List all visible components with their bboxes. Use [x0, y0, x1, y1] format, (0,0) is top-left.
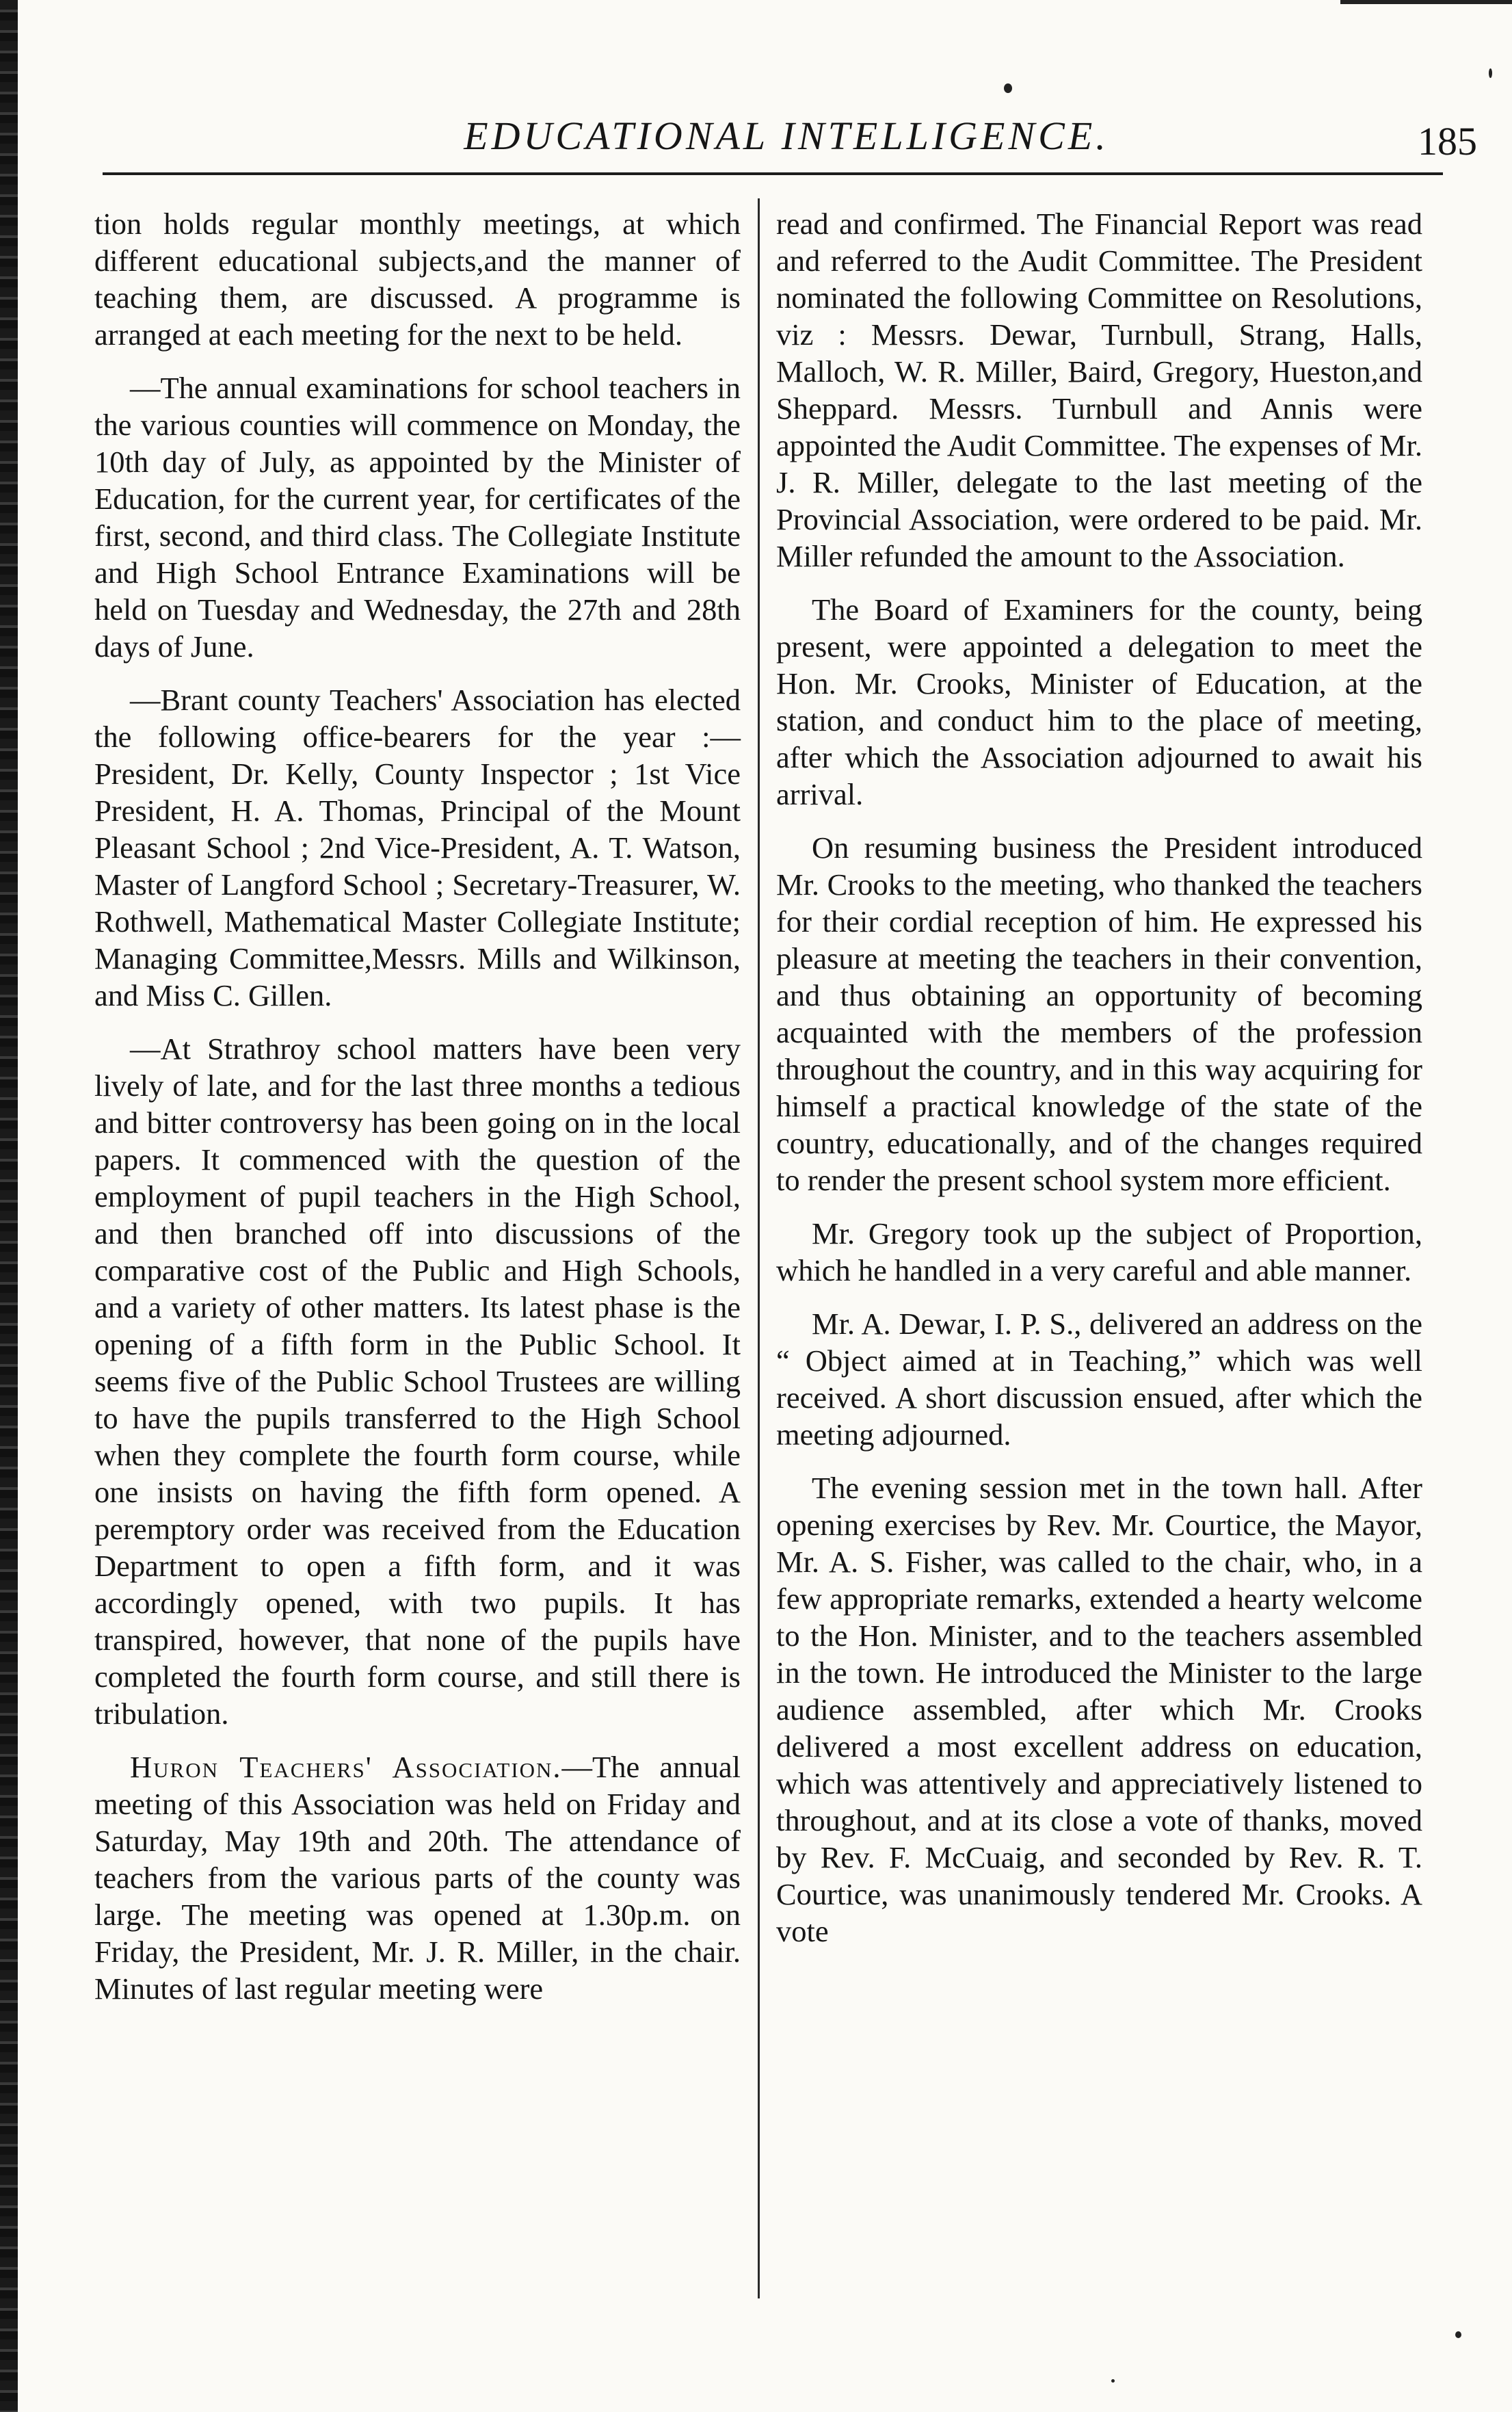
ink-speck: [1111, 2379, 1115, 2383]
left-paragraph-5: [94, 1748, 741, 2007]
right-paragraph-6: The evening session met in the town hall. After opening exercises by Rev. Mr. Courtice, the Mayor, Mr. A. S. Fisher, was called to the chair, who, in a few appropriate remarks, extended a hearty welcome to the Hon. Minister, and to the teachers assembled in the town. He introduced the Minister to the large audience assembled, after which Mr. Crooks delivered a most excellent address on education, which was attentively and appreciatively listened to throughout, and at its close a vote of thanks, moved by Rev. F. McCuaig, and seconded by Rev. R. T. Courtice, was unanimously tendered Mr. Crooks. A vote: [776, 1471, 1422, 1948]
right-paragraph-1: read and confirmed. The Financial Report was read and referred to the Audit Committee. The President nominated the following Committee on Resolutions, viz : Messrs. Dewar, Turnbull, Strang, Halls, Malloch, W. R. Miller, Baird, Gregory, Hueston,and Sheppard. Messrs. Turnbull and Annis were appointed the Audit Committee. The expenses of Mr. J. R. Miller, delegate to the last meeting of the Provincial Association, were ordered to be paid. Mr. Miller refunded the amount to the Association.: [776, 207, 1422, 573]
top-edge-rule: [1340, 0, 1512, 4]
ink-speck: [1489, 68, 1492, 78]
header-rule: [103, 172, 1443, 175]
left-paragraph-3: —Brant county Teachers' Association has elected the following office-bearers for the year :—President, Dr. Kelly, County Inspector ; 1st Vice President, H. A. Thomas, Principal of the Mount Pleasant School ; 2nd Vice-President, A. T. Watson, Master of Langford School ; Secretary-Treasurer, W. Rothwell, Mathematical Master Collegiate Institute; Managing Committee,Messrs. Mills and Wilkinson, and Miss C. Gillen.: [94, 683, 741, 1012]
ink-speck: [1455, 2331, 1461, 2338]
ink-speck: [1004, 83, 1012, 93]
right-paragraph-4: Mr. Gregory took up the subject of Proportion, which he handled in a very careful and able manner.: [776, 1216, 1422, 1287]
right-column: [776, 205, 1422, 1966]
page-spine-shadow: [0, 0, 18, 2412]
left-paragraph-2: —The annual examinations for school teachers in the various counties will commence on Monday, the 10th day of July, as appointed by the Minister of Education, for the current year, for certificates of the first, second, and third class. The Collegiate Institute and High School Entrance Examinations will be held on Tuesday and Wednesday, the 27th and 28th days of June.: [94, 371, 741, 664]
left-paragraph-4: —At Strathroy school matters have been very lively of late, and for the last three months a tedious and bitter controversy has been going on in the local papers. It commenced with the question of the employment of pupil teachers in the High School, and then branched off into discussions of the comparative cost of the Public and High Schools, and a variety of other matters. Its latest phase is the opening of a fifth form in the Public School. It seems five of the Public School Trustees are willing to have the pupils transferred to the High School when they complete the fourth form course, while one insists on having the fifth form opened. A peremptory order was received from the Education Department to open a fifth form, and it was accordingly opened, with two pupils. It has transpired, however, that none of the pupils have completed the fourth form course, and still there is tribulation.: [94, 1032, 741, 1731]
left-column: [94, 205, 741, 2023]
page-number: 185: [1418, 119, 1477, 163]
column-divider: [758, 198, 760, 2298]
left-paragraph-1: tion holds regular monthly meetings, at which different educational subjects,and the manner of teaching them, are discussed. A programme is arranged at each meeting for the next to be held.: [94, 207, 741, 352]
right-paragraph-2: The Board of Examiners for the county, being present, were appointed a delegation to meet the Hon. Mr. Crooks, Minister of Education, at the station, and conduct him to the place of meeting, after which the Association adjourned to await his arrival.: [776, 592, 1422, 811]
section-heading-huron: Huron Teachers' Association.: [130, 1750, 562, 1784]
right-paragraph-3: On resuming business the President introduced Mr. Crooks to the meeting, who thanked the teachers for their cordial reception of him. He expressed his pleasure at meeting the teachers in their convention, and thus obtaining an opportunity of becoming acquainted with the members of the profession throughout the country, and in this way acquiring for himself a practical knowledge of the state of the country, educationally, and of the changes required to render the present school system more efficient.: [776, 830, 1422, 1197]
left-paragraph-5-body: —The annual meeting of this Association was held on Friday and Saturday, May 19th and 20th. The attendance of teachers from the various parts of the county was large. The meeting was opened at 1.30p.m. on Friday, the President, Mr. J. R. Miller, in the chair. Minutes of last regular meeting were: [94, 1750, 741, 2006]
right-paragraph-5: Mr. A. Dewar, I. P. S., delivered an address on the “ Object aimed at in Teaching,” which was well received. A short discussion ensued, after which the meeting adjourned.: [776, 1307, 1422, 1452]
running-title: EDUCATIONAL INTELLIGENCE.: [464, 114, 1109, 158]
